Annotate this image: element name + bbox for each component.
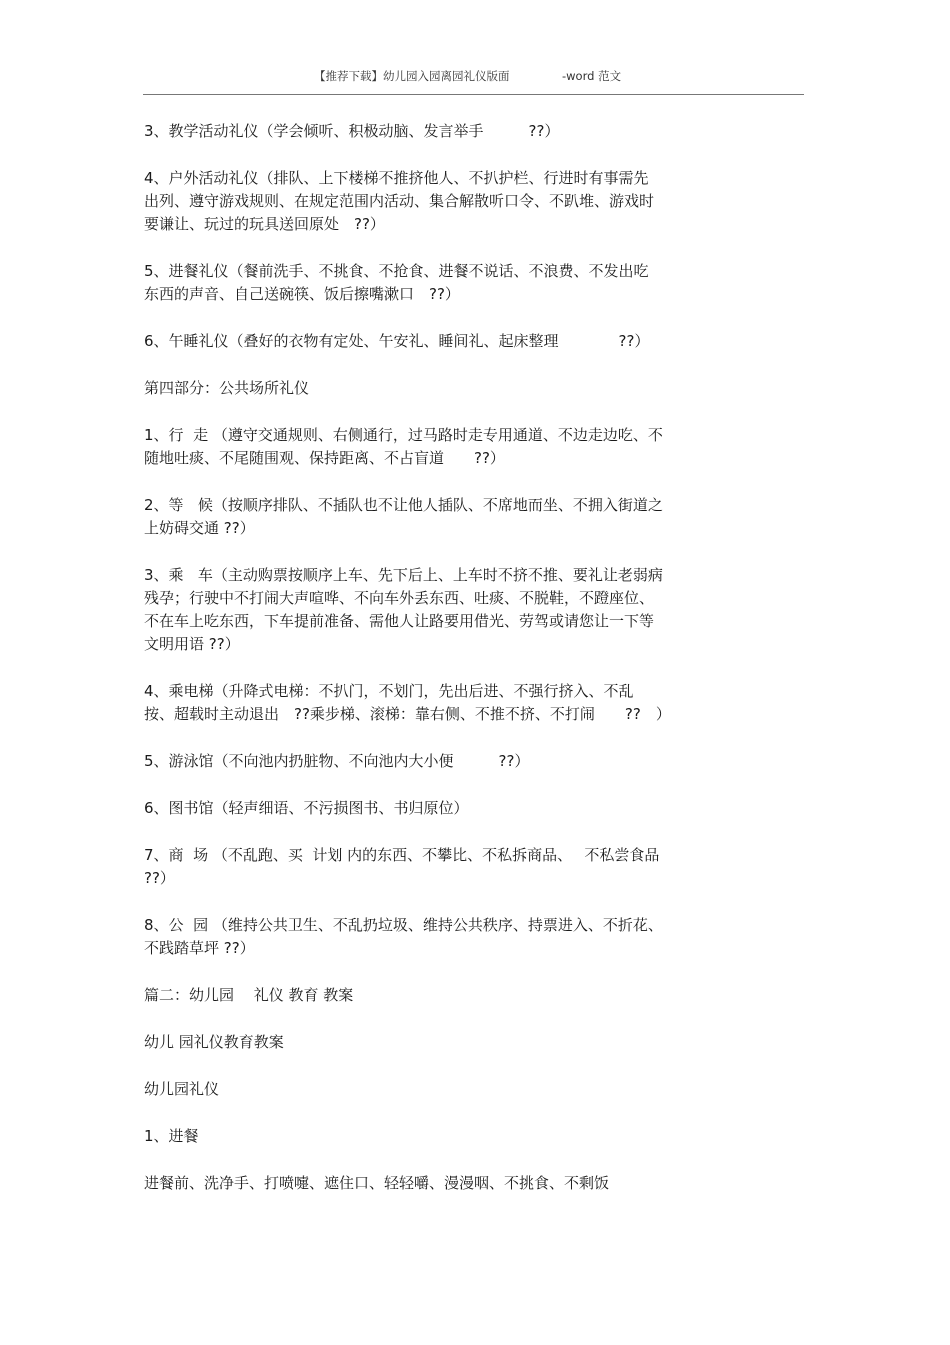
paragraph: 3、乘 车（主动购票按顺序上车、先下后上、上车时不挤不推、要礼让老弱病 残孕；行驶中不打闹大声喧哗、不向车外丢东西、吐痰、不脱鞋，不蹬座位、 不在车上吃东西，下车提前准备、需他人让路要用借光、劳驾或请您让一下等 文明用语 ??）	[144, 566, 663, 653]
paragraph: 2、等 候（按顺序排队、不插队也不让他人插队、不席地而坐、不拥入街道之 上妨碍交通 ??）	[144, 496, 663, 537]
paragraph: 6、午睡礼仪（叠好的衣物有定处、午安礼、睡间礼、起床整理 ??）	[144, 332, 650, 350]
subheading: 幼儿 园礼仪教育教案	[144, 1033, 284, 1051]
paragraph: 8、公 园 （维持公共卫生、不乱扔垃圾、维持公共秩序、持票进入、不折花、 不践踏草坪 ??）	[144, 916, 663, 957]
paragraph: 4、户外活动礼仪（排队、上下楼梯不推挤他人、不扒护栏、行进时有事需先 出列、遵守游戏规则、在规定范围内活动、集合解散听口令、不趴堆、游戏时 要谦让、玩过的玩具送回原处 ??）	[144, 169, 655, 233]
header-title: 【推荐下载】幼儿园入园离园礼仪版面	[314, 69, 510, 83]
paragraph: 7、商 场 （不乱跑、买 计划 内的东西、不攀比、不私拆商品、 不私尝食品 ??）	[144, 846, 660, 887]
paragraph: 5、进餐礼仪（餐前洗手、不挑食、不抢食、进餐不说话、不浪费、不发出吃 东西的声音、自己送碗筷、饭后擦嘴漱口 ??）	[144, 262, 649, 303]
subheading: 幼儿园礼仪	[144, 1080, 220, 1098]
paragraph: 4、乘电梯（升降式电梯：不扒门，不划门，先出后进、不强行挤入、不乱 按、超载时主动退出 ??乘步梯、滚梯：靠右侧、不推不挤、不打闹 ?? ）	[144, 682, 671, 723]
paragraph: 5、游泳馆（不向池内扔脏物、不向池内大小便 ??）	[144, 752, 530, 770]
document-body	[144, 120, 744, 1219]
paragraph: 3、教学活动礼仪（学会倾听、积极动脑、发言举手 ??）	[144, 122, 560, 140]
paragraph: 1、行 走 （遵守交通规则、右侧通行，过马路时走专用通道、不边走边吃、不 随地吐痰、不尾随围观、保持距离、不占盲道 ??）	[144, 426, 663, 467]
paragraph: 6、图书馆（轻声细语、不污损图书、书归原位）	[144, 799, 469, 817]
section-heading: 第四部分：公共场所礼仪	[144, 379, 310, 397]
header-divider	[143, 94, 804, 95]
section-heading: 篇二：幼儿园 礼仪 教育 教案	[144, 986, 354, 1004]
subheading: 1、进餐	[144, 1127, 199, 1145]
header-suffix: -word 范文	[562, 69, 622, 83]
page-header	[143, 66, 803, 90]
paragraph: 进餐前、洗净手、打喷嚏、遮住口、轻轻嚼、漫漫咽、不挑食、不剩饭	[144, 1174, 610, 1192]
